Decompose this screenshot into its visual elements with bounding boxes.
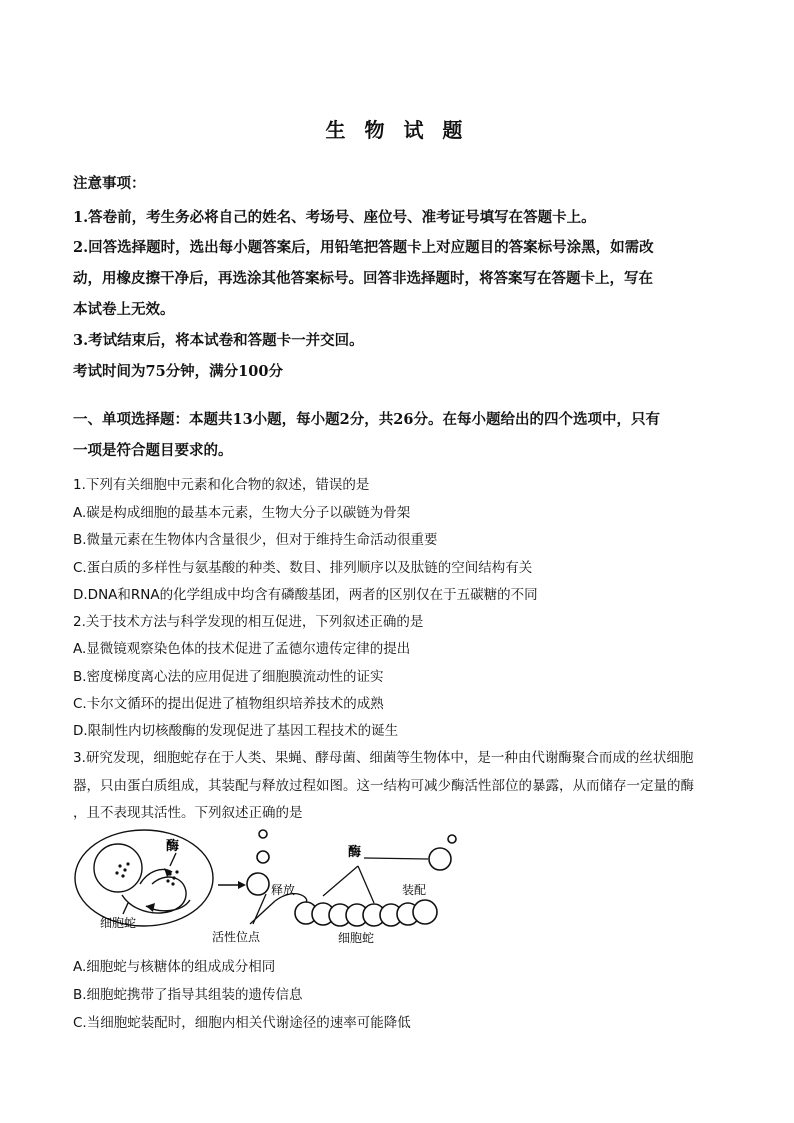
q2-stem: 2.关于技术方法与科学发现的相互促进，下列叙述正确的是 (73, 614, 424, 630)
assembly-label: 装配 (402, 883, 427, 897)
process-arrowhead (238, 881, 246, 889)
cellsnake-label-left: 细胞蛇 (100, 916, 137, 930)
q2-option-d: D.限制性内切核酸酶的发现促进了基因工程技术的诞生 (73, 723, 399, 739)
q3-option-a: A.细胞蛇与核糖体的组成成分相同 (73, 959, 276, 975)
section-heading-line-2: 一项是符合题目要求的。 (73, 442, 233, 459)
q3-option-c: C.当细胞蛇装配时，细胞内相关代谢途径的速率可能降低 (73, 1015, 411, 1031)
free-enzyme-right (448, 835, 456, 843)
free-enzyme-small (259, 830, 267, 838)
enzyme-pointer-3 (364, 858, 428, 859)
q1-option-a: A.碳是构成细胞的最基本元素，生物大分子以碳链为骨架 (73, 505, 411, 521)
enzyme-label-left: 酶 (166, 839, 180, 854)
release-label: 释放 (271, 883, 296, 897)
active-site-pointer-2 (253, 894, 266, 924)
enzyme-pointer-2 (358, 866, 374, 903)
nucleus (94, 844, 142, 892)
cellsnake-chain (295, 900, 437, 926)
q3-stem-line-1: 3.研究发现，细胞蛇存在于人类、果蝇、酵母菌、细菌等生物体中，是一种由代谢酶聚合而成的丝状细胞 (73, 750, 694, 766)
q3-option-b: B.细胞蛇携带了指导其组装的遗传信息 (73, 987, 303, 1003)
free-enzyme-medium (257, 851, 269, 863)
notice-heading: 注意事项： (73, 175, 146, 192)
enzyme-leader-line (170, 853, 176, 866)
section-heading-line-1: 一、单项选择题：本题共13小题，每小题2分，共26分。在每小题给出的四个选项中，只有 (73, 411, 660, 428)
notice-item-2-line-1: 2.回答选择题时，选出每小题答案后，用铅笔把答题卡上对应题目的答案标号涂黑，如需改 (73, 239, 654, 256)
q1-option-d: D.DNA和RNA的化学组成中均含有磷酸基团，两者的区别仅在于五碳糖的不同 (73, 587, 538, 603)
notice-item-2-line-2: 动，用橡皮擦干净后，再选涂其他答案标号。回答非选择题时，将答案写在答题卡上，写在 (73, 270, 653, 287)
cellsnake-figure (70, 826, 470, 950)
cellsnake-filament (122, 877, 186, 913)
enzyme-label-right: 酶 (348, 845, 362, 860)
enzyme-pointer-1 (323, 866, 358, 896)
notice-item-3: 3.考试结束后，将本试卷和答题卡一并交回。 (73, 332, 364, 349)
cellsnake-leader-line (123, 903, 128, 914)
cellsnake-label-right: 细胞蛇 (338, 931, 375, 945)
q2-option-b: B.密度梯度离心法的应用促进了细胞膜流动性的证实 (73, 669, 384, 685)
page-title: 生 物 试 题 (325, 118, 469, 142)
released-enzyme (247, 873, 269, 895)
q3-stem-line-2: 器，只由蛋白质组成，其装配与释放过程如图。这一结构可减少酶活性部位的暴露，从而储存一定量的酶 (73, 778, 694, 794)
q2-option-c: C.卡尔文循环的提出促进了植物组织培养技术的成熟 (73, 696, 384, 712)
q1-option-b: B.微量元素在生物体内含量很少，但对于维持生命活动很重要 (73, 532, 438, 548)
q1-option-c: C.蛋白质的多样性与氨基酸的种类、数目、排列顺序以及肽链的空间结构有关 (73, 560, 533, 576)
q2-option-a: A.显微镜观察染色体的技术促进了孟德尔遗传定律的提出 (73, 641, 411, 657)
active-site-label: 活性位点 (212, 930, 261, 944)
q3-stem-line-3: ，且不表现其活性。下列叙述正确的是 (73, 805, 303, 821)
q1-stem: 1.下列有关细胞中元素和化合物的叙述，错误的是 (73, 477, 370, 493)
exam-time: 考试时间为75分钟，满分100分 (73, 363, 283, 380)
assembling-enzyme (429, 848, 451, 870)
notice-item-2-line-3: 本试卷上无效。 (73, 301, 175, 318)
notice-item-1: 1.答卷前，考生务必将自己的姓名、考场号、座位号、准考证号填写在答题卡上。 (73, 209, 596, 226)
active-site-pointer-1 (250, 901, 275, 924)
assembly-arrowhead (164, 868, 172, 877)
